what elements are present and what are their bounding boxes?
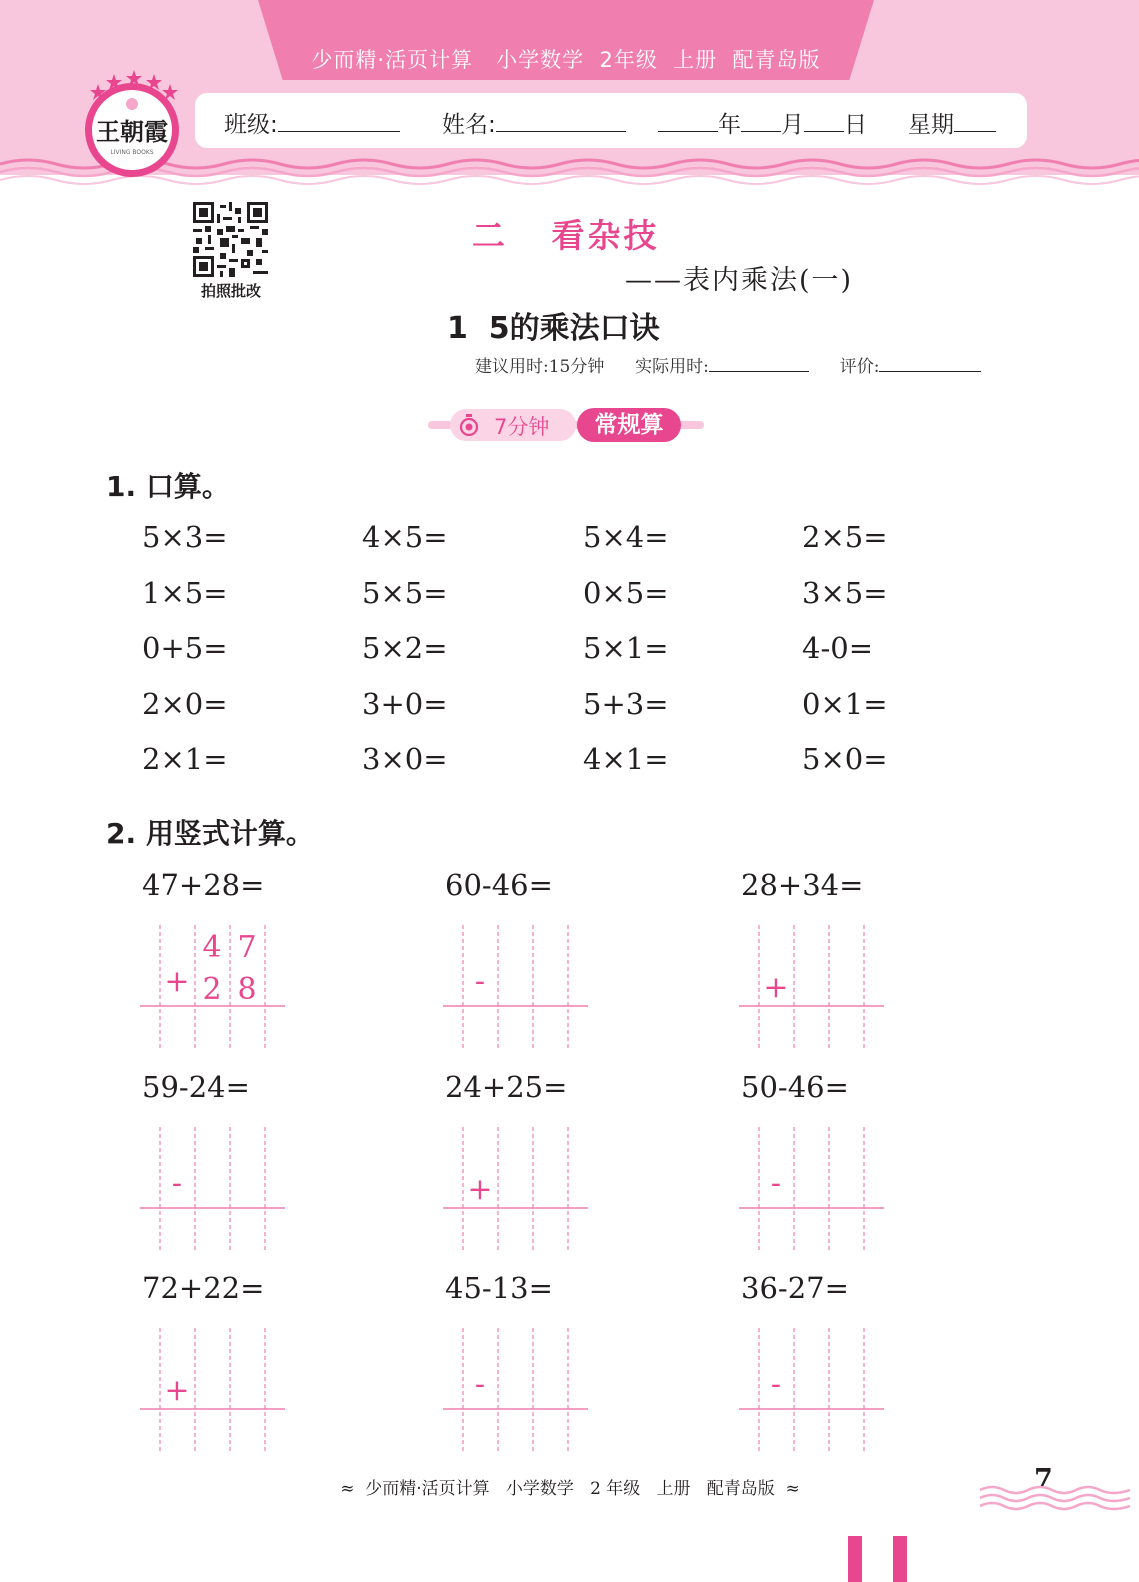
year-blank[interactable] bbox=[658, 111, 718, 132]
class-blank[interactable] bbox=[278, 111, 400, 132]
qr-caption: 拍照批改 bbox=[200, 282, 261, 300]
example-digit: 8 bbox=[237, 972, 257, 1007]
example-digit: 2 bbox=[202, 972, 222, 1007]
oral-item: 0×1= bbox=[802, 687, 888, 721]
vertical-sign: + bbox=[763, 970, 789, 1005]
vertical-sign: - bbox=[474, 1367, 486, 1402]
bottom-tab-mark bbox=[893, 1536, 907, 1582]
example-digit: 7 bbox=[237, 930, 257, 965]
day-label: 日 bbox=[844, 112, 867, 138]
vertical-problem-expr: 28+34= bbox=[741, 868, 864, 902]
lesson-title: 1 5的乘法口诀 bbox=[447, 311, 660, 346]
weekday-blank[interactable] bbox=[954, 111, 996, 132]
oral-item: 3×0= bbox=[362, 742, 448, 776]
oral-item: 0+5= bbox=[142, 631, 228, 665]
vertical-sign: + bbox=[164, 1373, 190, 1408]
vertical-problem-expr: 59-24= bbox=[142, 1070, 250, 1104]
class-label: 班级: bbox=[224, 112, 278, 138]
name-label: 姓名: bbox=[442, 112, 496, 138]
time-row bbox=[475, 352, 981, 377]
unit-title: 二 看杂技 bbox=[472, 216, 660, 255]
vertical-grid[interactable] bbox=[140, 925, 285, 1050]
series-title: 少而精·活页计算 小学数学 2年级 上册 配青岛版 bbox=[311, 48, 821, 72]
vertical-grid[interactable] bbox=[739, 925, 884, 1050]
section1-title: 1. 口算。 bbox=[106, 470, 230, 503]
vertical-grid[interactable] bbox=[140, 1127, 285, 1252]
evaluation-label: 评价: bbox=[839, 357, 880, 377]
weekday-label: 星期 bbox=[908, 112, 954, 138]
badge-time: 7分钟 bbox=[494, 415, 550, 439]
vertical-sign: - bbox=[770, 1367, 782, 1402]
vertical-problem-expr: 45-13= bbox=[445, 1271, 553, 1305]
vertical-problem-expr: 24+25= bbox=[445, 1070, 568, 1104]
oral-item: 2×5= bbox=[802, 520, 888, 554]
evaluation-blank[interactable] bbox=[879, 357, 981, 372]
oral-item: 5×4= bbox=[583, 520, 669, 554]
vertical-grid[interactable] bbox=[739, 1127, 884, 1252]
brand-logo bbox=[78, 68, 186, 180]
vertical-grid[interactable] bbox=[140, 1328, 285, 1453]
qr-code-icon[interactable] bbox=[192, 202, 269, 277]
oral-item: 4×1= bbox=[583, 742, 669, 776]
day-blank[interactable] bbox=[804, 111, 844, 132]
oral-item: 3+0= bbox=[362, 687, 448, 721]
class-field[interactable] bbox=[224, 106, 400, 139]
vertical-problem-expr: 47+28= bbox=[142, 868, 265, 902]
logo-subtext: LIVING BOOKS bbox=[110, 149, 154, 156]
oral-item: 5×2= bbox=[362, 631, 448, 665]
oral-item: 3×5= bbox=[802, 576, 888, 610]
name-field[interactable] bbox=[442, 106, 626, 139]
vertical-sign: + bbox=[467, 1172, 493, 1207]
oral-item: 2×1= bbox=[142, 742, 228, 776]
vertical-problem-expr: 50-46= bbox=[741, 1070, 849, 1104]
date-field[interactable] bbox=[658, 106, 867, 139]
oral-item: 5×5= bbox=[362, 576, 448, 610]
vertical-grid[interactable] bbox=[443, 925, 588, 1050]
vertical-sign: - bbox=[171, 1166, 183, 1201]
badge-tag: 常规算 bbox=[577, 408, 681, 442]
year-label: 年 bbox=[718, 112, 741, 138]
oral-item: 1×5= bbox=[142, 576, 228, 610]
footer-text: ≈ 少而精·活页计算 小学数学 2 年级 上册 配青岛版 ≈ bbox=[340, 1479, 800, 1499]
vertical-grid[interactable] bbox=[443, 1127, 588, 1252]
oral-item: 5+3= bbox=[583, 687, 669, 721]
oral-item: 4×5= bbox=[362, 520, 448, 554]
vertical-grid[interactable] bbox=[443, 1328, 588, 1453]
suggested-time: 建议用时:15分钟 bbox=[475, 357, 605, 377]
vertical-problem-expr: 36-27= bbox=[741, 1271, 849, 1305]
vertical-sign: + bbox=[164, 964, 190, 999]
name-blank[interactable] bbox=[496, 111, 626, 132]
vertical-sign: - bbox=[474, 964, 486, 999]
stopwatch-icon bbox=[459, 414, 479, 436]
vertical-grid[interactable] bbox=[739, 1328, 884, 1453]
month-blank[interactable] bbox=[741, 111, 781, 132]
unit-subtitle: ——表内乘法(一) bbox=[625, 265, 854, 296]
oral-item: 4-0= bbox=[802, 631, 873, 665]
vertical-sign: - bbox=[770, 1166, 782, 1201]
bottom-tab-mark bbox=[848, 1536, 862, 1582]
logo-text: 王朝霞 bbox=[96, 117, 168, 146]
actual-time-label: 实际用时: bbox=[635, 357, 709, 377]
vertical-problem-expr: 60-46= bbox=[445, 868, 553, 902]
oral-item: 2×0= bbox=[142, 687, 228, 721]
actual-time-blank[interactable] bbox=[709, 357, 809, 372]
example-digit: 4 bbox=[202, 930, 222, 965]
oral-item: 5×1= bbox=[583, 631, 669, 665]
vertical-problem-expr: 72+22= bbox=[142, 1271, 265, 1305]
oral-item: 5×3= bbox=[142, 520, 228, 554]
oral-item: 0×5= bbox=[583, 576, 669, 610]
oral-item: 5×0= bbox=[802, 742, 888, 776]
section2-title: 2. 用竖式计算。 bbox=[106, 817, 314, 850]
month-label: 月 bbox=[781, 112, 804, 138]
page-number: 7 bbox=[1034, 1464, 1053, 1495]
footer-wave bbox=[980, 1482, 1130, 1512]
weekday-field[interactable] bbox=[908, 106, 996, 139]
